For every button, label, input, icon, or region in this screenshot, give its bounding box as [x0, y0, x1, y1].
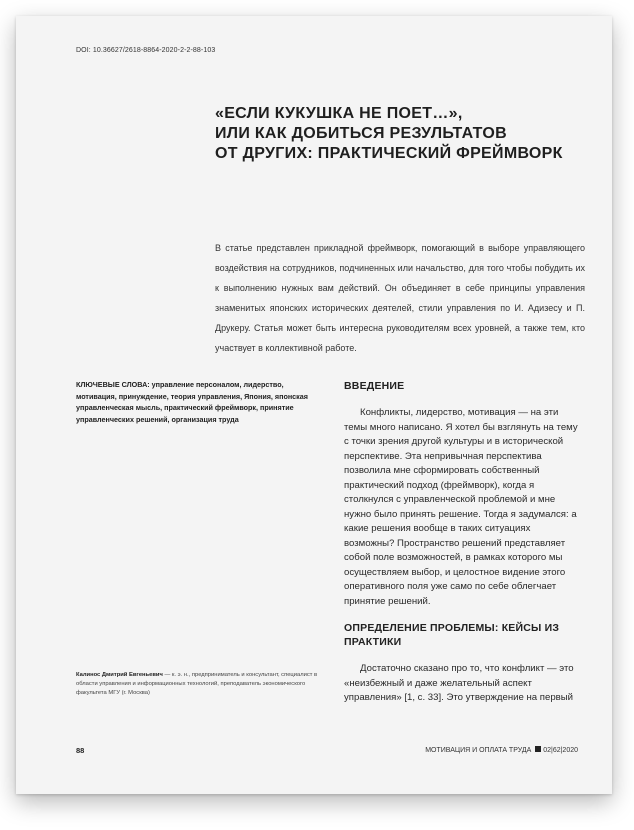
author-name: Калинос Дмитрий Евгеньевич	[76, 672, 163, 678]
section-body-intro	[344, 406, 580, 609]
journal-name: МОТИВАЦИЯ И ОПЛАТА ТРУДА	[425, 747, 532, 754]
section-body-definition	[344, 662, 580, 706]
page-number: 88	[76, 746, 85, 755]
square-separator-icon	[535, 746, 541, 752]
title-line-3: ОТ ДРУГИХ: ПРАКТИЧЕСКИЙ ФРЕЙМВОРК	[215, 145, 563, 162]
doi-line: DOI: 10.36627/2618-8864-2020-2-2-88-103	[76, 47, 216, 54]
intro-paragraph: Конфликты, лидерство, мотивация — на эти темы много написано. Я хотел бы взглянуть на тему с точки зрения другой культуры и в исторической перспективе. Эта непривычная перспектива позволила мне сформировать собственный практический подход (фреймворк), когда я столкнулся с управленческой проблемой и мне нужно было принять решение. Тогда я задумался: а какие решения вообще в таких ситуациях возможны? Пространство решений представляет собой поле возможностей, в рамках которого мы осуществляем выбор, и целостное видение этого оперативного поля уже само по себе облегчает принятие решений.	[344, 407, 578, 607]
section-heading-definition: ОПРЕДЕЛЕНИЕ ПРОБЛЕМЫ: КЕЙСЫ ИЗ ПРАКТИКИ	[344, 622, 560, 648]
title-line-1: «ЕСЛИ КУКУШКА НЕ ПОЕТ…»,	[215, 105, 463, 122]
section-heading-intro: ВВЕДЕНИЕ	[344, 380, 405, 392]
definition-paragraph: Достаточно сказано про то, что конфликт — это «неизбежный и даже желательный аспект управления» [1, с. 33]. Это утверждение на первый	[344, 663, 574, 703]
article-title	[215, 104, 575, 164]
author-bio: — к. э. н., предприниматель и консультант, специалист в области управления и информационных технологий, преподаватель экономического факультета МГУ (г. Москва)	[76, 672, 318, 696]
journal-footer	[425, 746, 578, 754]
title-line-2: ИЛИ КАК ДОБИТЬСЯ РЕЗУЛЬТАТОВ	[215, 125, 507, 142]
journal-issue: 02|62|2020	[543, 747, 578, 754]
abstract: В статье представлен прикладной фреймворк, помогающий в выборе управляющего воздействия на сотрудников, подчиненных или начальство, для того чтобы побудить их к выполнению нужных вам действий. Он объединяет в себе принципы управления знаменитых японских исторических деятелей, стили управления по И. Адизесу и П. Друкеру. Статья может быть интересна руководителям всех уровней, а также тем, кто участвует в коллективной работе.	[215, 243, 585, 353]
author-note	[76, 671, 326, 698]
keywords: КЛЮЧЕВЫЕ СЛОВА: управление персоналом, лидерство, мотивация, принуждение, теория управления, Япония, японская управленческая мысль, практический фреймворк, принятие управленческих решений, организация труда	[76, 380, 308, 424]
journal-page	[16, 16, 612, 794]
